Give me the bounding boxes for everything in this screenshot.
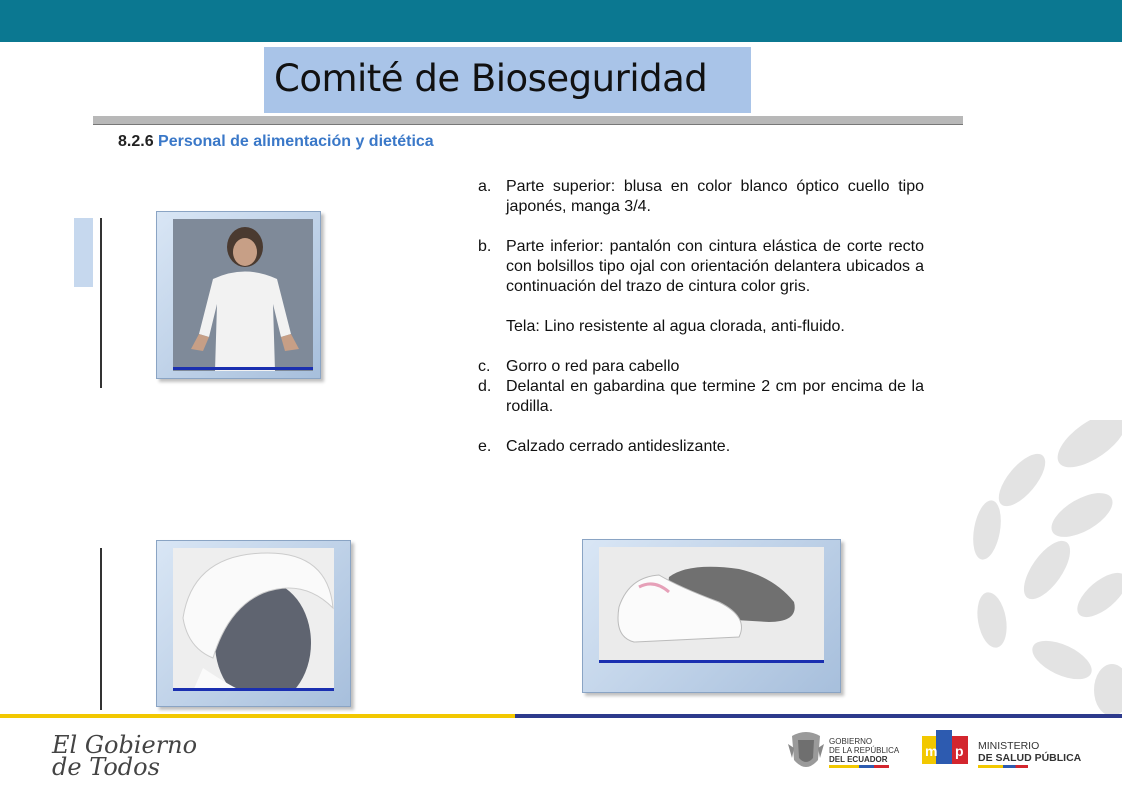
item-text: Parte inferior: pantalón con cintura elástica de corte recto con bolsillos tipo ojal con orientación delantera ubicados a continuación del trazo de cintura color gris. [506,238,924,295]
top-bar [0,0,1122,42]
accent-rectangle [74,218,93,287]
gov-flag-bar [829,765,889,768]
item-text: Parte superior: blusa en color blanco óptico cuello tipo japonés, manga 3/4. [506,178,924,215]
msp-logo-icon [922,730,970,768]
document-top-rule [93,116,963,125]
item-text: Tela: Lino resistente al agua clorada, anti-fluido. [506,318,845,335]
item-label: e. [478,438,492,455]
brand-logo [52,731,198,781]
list-item [478,317,924,337]
section-heading [118,133,434,151]
ministry-flag-bar [978,765,1028,768]
footer-line-blue [515,714,1122,718]
section-number: 8.2.6 [118,133,154,150]
slide-title: Comité de Bioseguridad [274,57,708,100]
item-label: a. [478,178,492,195]
requirements-list [478,177,924,457]
gov-line-1: GOBIERNO [829,737,873,746]
list-item [478,237,924,297]
item-label: c. [478,358,491,375]
uniform-photo [156,211,321,379]
item-text: Calzado cerrado antideslizante. [506,438,731,455]
gov-line-2: DE LA REPÚBLICA [829,746,900,755]
photo-underline [599,660,824,663]
footer-line-yellow [0,714,515,718]
coat-of-arms-icon [786,730,826,774]
list-item [478,437,924,457]
item-label: d. [478,378,492,395]
photo-underline [173,688,334,691]
svg-text:p: p [955,743,964,759]
government-label [829,737,899,768]
ministry-label [978,740,1081,768]
slide-title-box [264,47,751,113]
photo-underline [173,367,313,370]
item-label: b. [478,238,492,255]
gov-line-3: DEL ECUADOR [829,755,888,764]
vertical-rule-bottom [100,548,102,710]
section-title: Personal de alimentación y dietética [158,133,434,150]
brand-line-1: El Gobierno [52,731,198,759]
ministry-line-1: MINISTERIO [978,740,1040,752]
shoes-photo [582,539,841,693]
ministry-line-2: DE SALUD PÚBLICA [978,752,1082,764]
item-label [478,317,506,337]
list-item [478,377,924,417]
brand-line-2: de Todos [52,753,160,781]
hairnet-photo [156,540,351,707]
item-text: Delantal en gabardina que termine 2 cm por encima de la rodilla. [506,378,924,415]
vertical-rule-top [100,218,102,388]
svg-text:m: m [925,743,938,759]
list-item [478,177,924,217]
uniform-image [173,219,313,371]
shoes-image [599,547,824,662]
hairnet-image [173,548,334,691]
list-item [478,357,924,377]
leaf-decoration [962,420,1122,720]
item-text: Gorro o red para cabello [506,358,680,375]
